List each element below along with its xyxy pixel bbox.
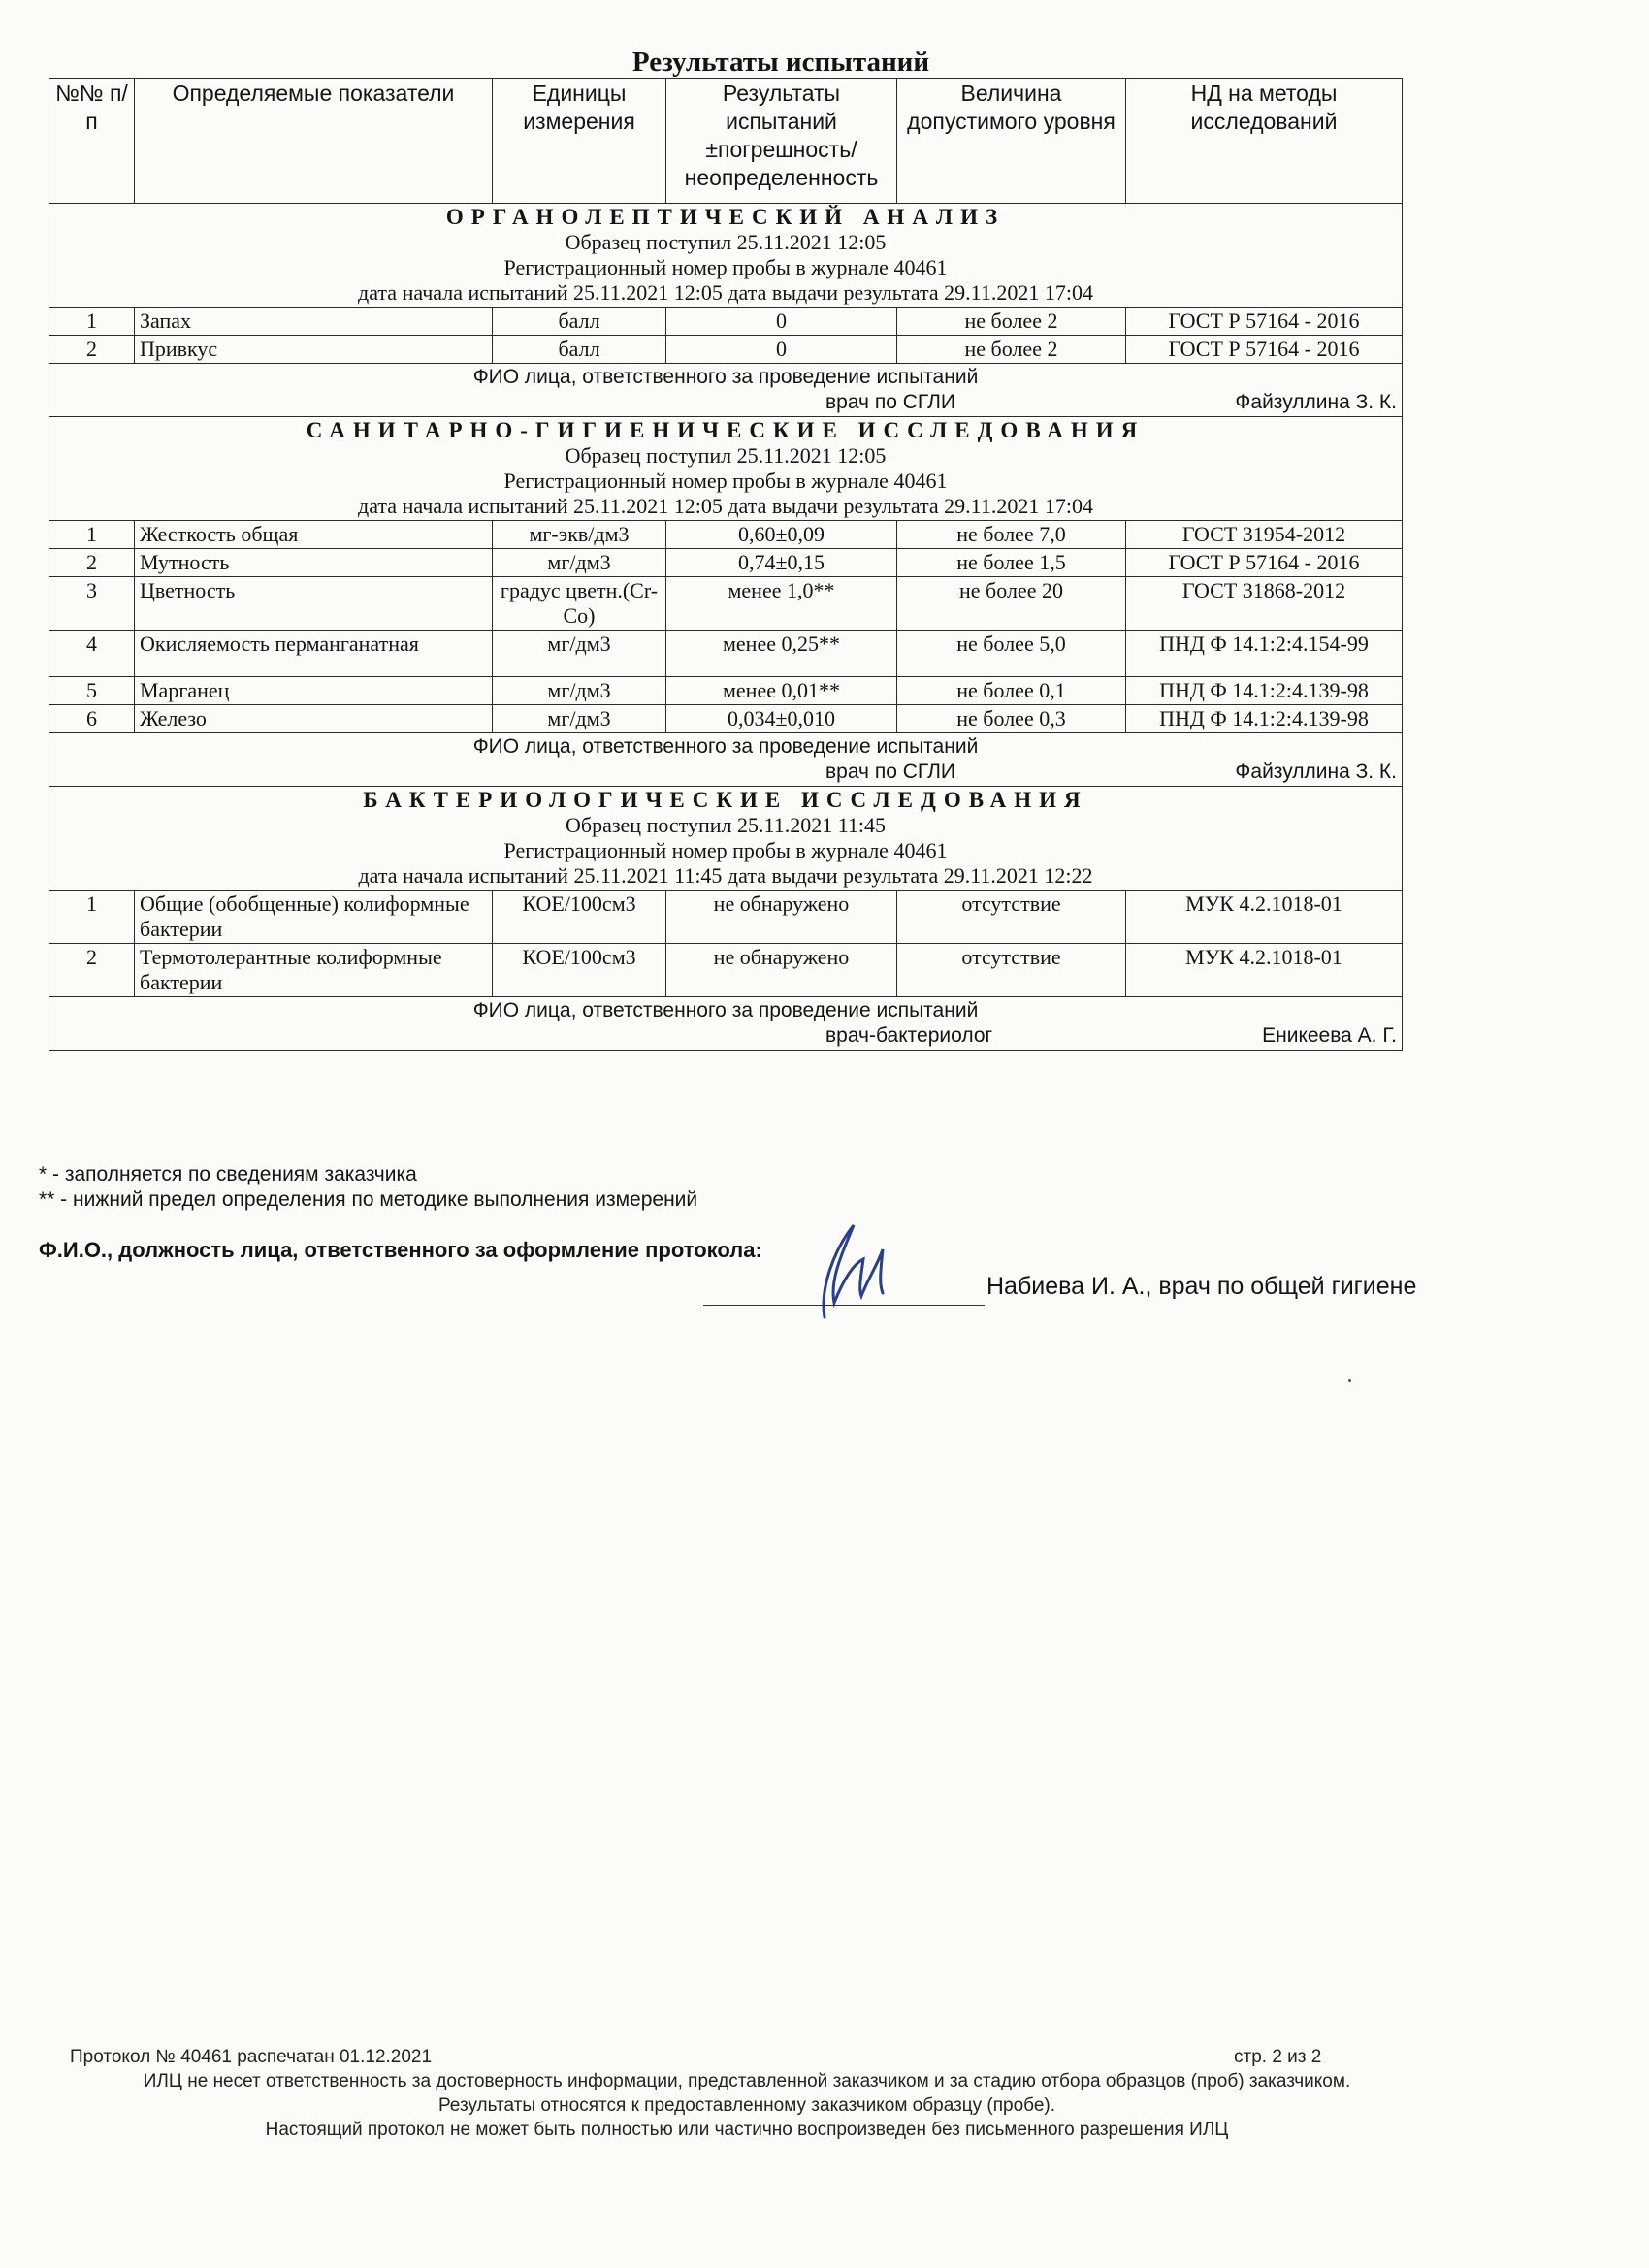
table-row <box>49 944 1403 997</box>
cell-num: 4 <box>49 631 135 677</box>
header-indicator: Определяемые показатели <box>135 79 493 204</box>
cell-units: градус цветн.(Cr-Co) <box>493 577 666 631</box>
cell-limit: не более 7,0 <box>897 521 1126 549</box>
section-header <box>49 787 1403 891</box>
cell-result: менее 0,01** <box>666 677 897 705</box>
table-row <box>49 677 1403 705</box>
section-title: ОРГАНОЛЕПТИЧЕСКИЙ АНАЛИЗ <box>445 205 1006 229</box>
cell-num: 2 <box>49 944 135 997</box>
cell-indicator: Железо <box>135 705 493 733</box>
section-title: САНИТАРНО-ГИГИЕНИЧЕСКИЕ ИССЛЕДОВАНИЯ <box>306 418 1146 442</box>
protocol-print-info: Протокол № 40461 распечатан 01.12.2021 <box>70 2047 433 2067</box>
sections-body <box>49 204 1403 1051</box>
test-dates: дата начала испытаний 25.11.2021 12:05 дата выдачи результата 29.11.2021 17:04 <box>358 280 1093 305</box>
header-method: НД на методы исследований <box>1126 79 1403 204</box>
cell-indicator: Мутность <box>135 549 493 577</box>
results-table <box>48 78 1403 1051</box>
cell-method: ГОСТ Р 57164 - 2016 <box>1126 308 1403 336</box>
table-header-row <box>49 79 1403 204</box>
cell-method: ГОСТ Р 57164 - 2016 <box>1126 549 1403 577</box>
header-limit: Величина допустимого уровня <box>897 79 1126 204</box>
copy-restriction-text: Настоящий протокол не может быть полностью или частично воспроизведен без письменного разрешения ИЛЦ <box>265 2120 1229 2140</box>
cell-indicator: Жесткость общая <box>135 521 493 549</box>
sample-received: Образец поступил 25.11.2021 11:45 <box>566 813 886 837</box>
cell-limit: не более 0,1 <box>897 677 1126 705</box>
cell-num: 3 <box>49 577 135 631</box>
cell-limit: отсутствие <box>897 944 1126 997</box>
cell-limit: отсутствие <box>897 891 1126 944</box>
responsible-label: ФИО лица, ответственного за проведение испытаний <box>472 999 979 1021</box>
cell-limit: не более 5,0 <box>897 631 1126 677</box>
cell-limit: не более 2 <box>897 336 1126 364</box>
cell-method: ПНД Ф 14.1:2:4.139-98 <box>1126 705 1403 733</box>
cell-method: ГОСТ 31868-2012 <box>1126 577 1403 631</box>
cell-num: 6 <box>49 705 135 733</box>
test-dates: дата начала испытаний 25.11.2021 11:45 дата выдачи результата 29.11.2021 12:22 <box>358 863 1093 888</box>
table-row <box>49 891 1403 944</box>
signature-line <box>703 1305 985 1306</box>
scope-text: Результаты относятся к предоставленному заказчиком образцу (пробе). <box>437 2095 1056 2116</box>
registration-number: Регистрационный номер пробы в журнале 40461 <box>503 469 948 493</box>
sample-received: Образец поступил 25.11.2021 12:05 <box>565 230 887 254</box>
footnotes <box>39 1162 697 1213</box>
cell-num: 2 <box>49 336 135 364</box>
page-title: Результаты испытаний <box>631 47 930 78</box>
cell-num: 1 <box>49 891 135 944</box>
cell-units: мг/дм3 <box>493 631 666 677</box>
page-number: стр. 2 из 2 <box>1234 2047 1322 2067</box>
cell-indicator: Привкус <box>135 336 493 364</box>
responsible-position: врач-бактериолог <box>825 1024 993 1047</box>
cell-units: КОЕ/100см3 <box>493 891 666 944</box>
cell-indicator: Запах <box>135 308 493 336</box>
responsible-label: ФИО лица, ответственного за проведение испытаний <box>472 366 979 388</box>
cell-num: 1 <box>49 308 135 336</box>
table-row <box>49 336 1403 364</box>
protocol-responsible-label: Ф.И.О., должность лица, ответственного за оформление протокола: <box>39 1238 762 1262</box>
cell-indicator: Марганец <box>135 677 493 705</box>
cell-indicator: Цветность <box>135 577 493 631</box>
table-row <box>49 521 1403 549</box>
footnote: ** - нижний предел определения по методике выполнения измерений <box>39 1188 698 1211</box>
cell-result: не обнаружено <box>666 891 897 944</box>
disclaimer-text: ИЛЦ не несет ответственность за достоверность информации, представленной заказчиком и за стадию отбора образцов (проб) заказчиком. <box>143 2071 1351 2091</box>
section-header <box>49 204 1403 308</box>
cell-method: МУК 4.2.1018-01 <box>1126 944 1403 997</box>
cell-method: ГОСТ Р 57164 - 2016 <box>1126 336 1403 364</box>
cell-units: КОЕ/100см3 <box>493 944 666 997</box>
responsible-position: врач по СГЛИ <box>825 391 955 413</box>
page-footer <box>0 2045 1649 2142</box>
cell-num: 5 <box>49 677 135 705</box>
header-result: Результаты испытаний ±погрешность/ неопределенность <box>666 79 897 204</box>
cell-num: 2 <box>49 549 135 577</box>
cell-result: 0,60±0,09 <box>666 521 897 549</box>
responsible-row <box>49 997 1403 1051</box>
registration-number: Регистрационный номер пробы в журнале 40461 <box>503 255 948 279</box>
cell-method: ПНД Ф 14.1:2:4.139-98 <box>1126 677 1403 705</box>
test-dates: дата начала испытаний 25.11.2021 12:05 дата выдачи результата 29.11.2021 17:04 <box>358 494 1093 518</box>
cell-result: 0 <box>666 308 897 336</box>
scan-dot <box>1348 1379 1351 1382</box>
section-title: БАКТЕРИОЛОГИЧЕСКИЕ ИССЛЕДОВАНИЯ <box>363 788 1088 812</box>
cell-indicator: Общие (обобщенные) колиформные бактерии <box>135 891 493 944</box>
cell-result: менее 1,0** <box>666 577 897 631</box>
cell-limit: не более 20 <box>897 577 1126 631</box>
cell-indicator: Окисляемость перманганатная <box>135 631 493 677</box>
table-row <box>49 705 1403 733</box>
cell-indicator: Термотолерантные колиформные бактерии <box>135 944 493 997</box>
cell-method: МУК 4.2.1018-01 <box>1126 891 1403 944</box>
responsible-label: ФИО лица, ответственного за проведение испытаний <box>472 735 979 758</box>
responsible-name: Файзуллина З. К. <box>1235 391 1397 413</box>
cell-result: 0 <box>666 336 897 364</box>
cell-method: ПНД Ф 14.1:2:4.154-99 <box>1126 631 1403 677</box>
table-row <box>49 631 1403 677</box>
cell-units: мг/дм3 <box>493 549 666 577</box>
protocol-responsible-name: Набиева И. А., врач по общей гигиене <box>986 1273 1417 1300</box>
cell-result: менее 0,25** <box>666 631 897 677</box>
table-row <box>49 308 1403 336</box>
cell-method: ГОСТ 31954-2012 <box>1126 521 1403 549</box>
cell-units: балл <box>493 308 666 336</box>
cell-result: не обнаружено <box>666 944 897 997</box>
header-units: Единицы измерения <box>493 79 666 204</box>
sample-received: Образец поступил 25.11.2021 12:05 <box>565 443 887 468</box>
cell-units: мг/дм3 <box>493 705 666 733</box>
table-row <box>49 577 1403 631</box>
footnote: * - заполняется по сведениям заказчика <box>39 1163 417 1185</box>
cell-units: мг/дм3 <box>493 677 666 705</box>
registration-number: Регистрационный номер пробы в журнале 40461 <box>503 838 948 862</box>
responsible-row <box>49 733 1403 787</box>
table-row <box>49 549 1403 577</box>
responsible-row <box>49 364 1403 417</box>
cell-units: балл <box>493 336 666 364</box>
signature-image <box>786 1211 922 1327</box>
cell-num: 1 <box>49 521 135 549</box>
responsible-name: Еникеева А. Г. <box>1262 1024 1397 1047</box>
cell-limit: не более 0,3 <box>897 705 1126 733</box>
cell-limit: не более 2 <box>897 308 1126 336</box>
responsible-name: Файзуллина З. К. <box>1235 761 1397 783</box>
cell-units: мг-экв/дм3 <box>493 521 666 549</box>
header-num: №№ п/п <box>49 79 135 204</box>
cell-result: 0,034±0,010 <box>666 705 897 733</box>
section-header <box>49 417 1403 521</box>
cell-limit: не более 1,5 <box>897 549 1126 577</box>
responsible-position: врач по СГЛИ <box>825 761 955 783</box>
cell-result: 0,74±0,15 <box>666 549 897 577</box>
